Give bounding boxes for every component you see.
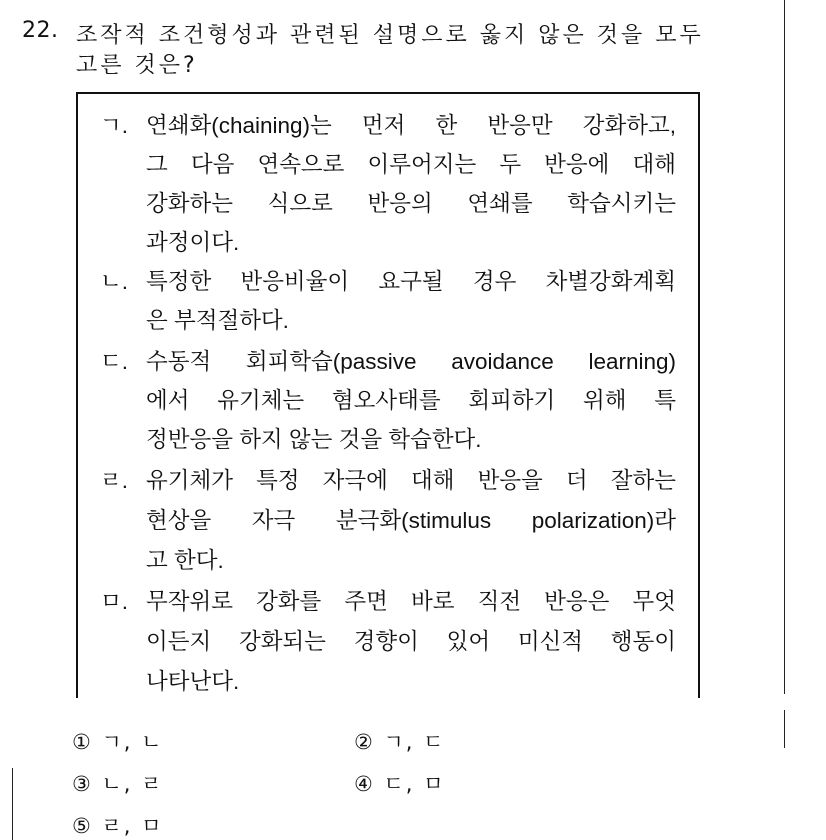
item-a-line-3: 강화하는 식으로 반응의 연쇄를 학습시키는 <box>146 191 676 216</box>
item-e-line-3: 나타난다. <box>146 669 240 694</box>
item-a-line-1: 연쇄화(chaining)는 먼저 한 반응만 강화하고, <box>146 113 676 138</box>
option-4[interactable]: ④ ㄷ, ㅁ <box>354 772 446 796</box>
option-3[interactable]: ③ ㄴ, ㄹ <box>72 772 164 796</box>
left-margin-rule <box>12 768 13 840</box>
item-marker-c: ㄷ. <box>100 349 128 374</box>
item-d-line-2: 현상을 자극 분극화(stimulus polarization)라 <box>146 508 676 533</box>
item-c-line-1: 수동적 회피학습(passive avoidance learning) <box>146 349 676 374</box>
item-c-line-3: 정반응을 하지 않는 것을 학습한다. <box>146 427 482 452</box>
item-a-line-4: 과정이다. <box>146 230 240 255</box>
option-5[interactable]: ⑤ ㄹ, ㅁ <box>72 814 164 838</box>
item-c-line-2: 에서 유기체는 혐오사태를 회피하기 위해 특 <box>146 388 676 413</box>
item-marker-d: ㄹ. <box>100 468 128 493</box>
item-marker-a: ㄱ. <box>100 113 128 138</box>
question-number: 22. <box>22 18 59 43</box>
column-divider-top <box>784 0 785 694</box>
option-1[interactable]: ① ㄱ, ㄴ <box>72 730 164 754</box>
item-e-line-2: 이든지 강화되는 경향이 있어 미신적 행동이 <box>146 629 676 654</box>
item-marker-b: ㄴ. <box>100 269 128 294</box>
column-divider-bottom <box>784 710 785 748</box>
item-d-line-1: 유기체가 특정 자극에 대해 반응을 더 잘하는 <box>146 468 676 493</box>
item-a-line-2: 그 다음 연속으로 이루어지는 두 반응에 대해 <box>146 152 676 177</box>
item-e-line-1: 무작위로 강화를 주면 바로 직전 반응은 무엇 <box>146 589 676 614</box>
question-text-line-1: 조작적 조건형성과 관련된 설명으로 옳지 않은 것을 모두 <box>76 23 704 48</box>
item-b-line-1: 특정한 반응비율이 요구될 경우 차별강화계획 <box>146 269 676 294</box>
item-b-line-2: 은 부적절하다. <box>146 308 289 333</box>
option-2[interactable]: ② ㄱ, ㄷ <box>354 730 446 754</box>
item-marker-e: ㅁ. <box>100 589 128 614</box>
item-d-line-3: 고 한다. <box>146 548 224 573</box>
question-text-line-2: 고른 것은? <box>76 53 198 78</box>
